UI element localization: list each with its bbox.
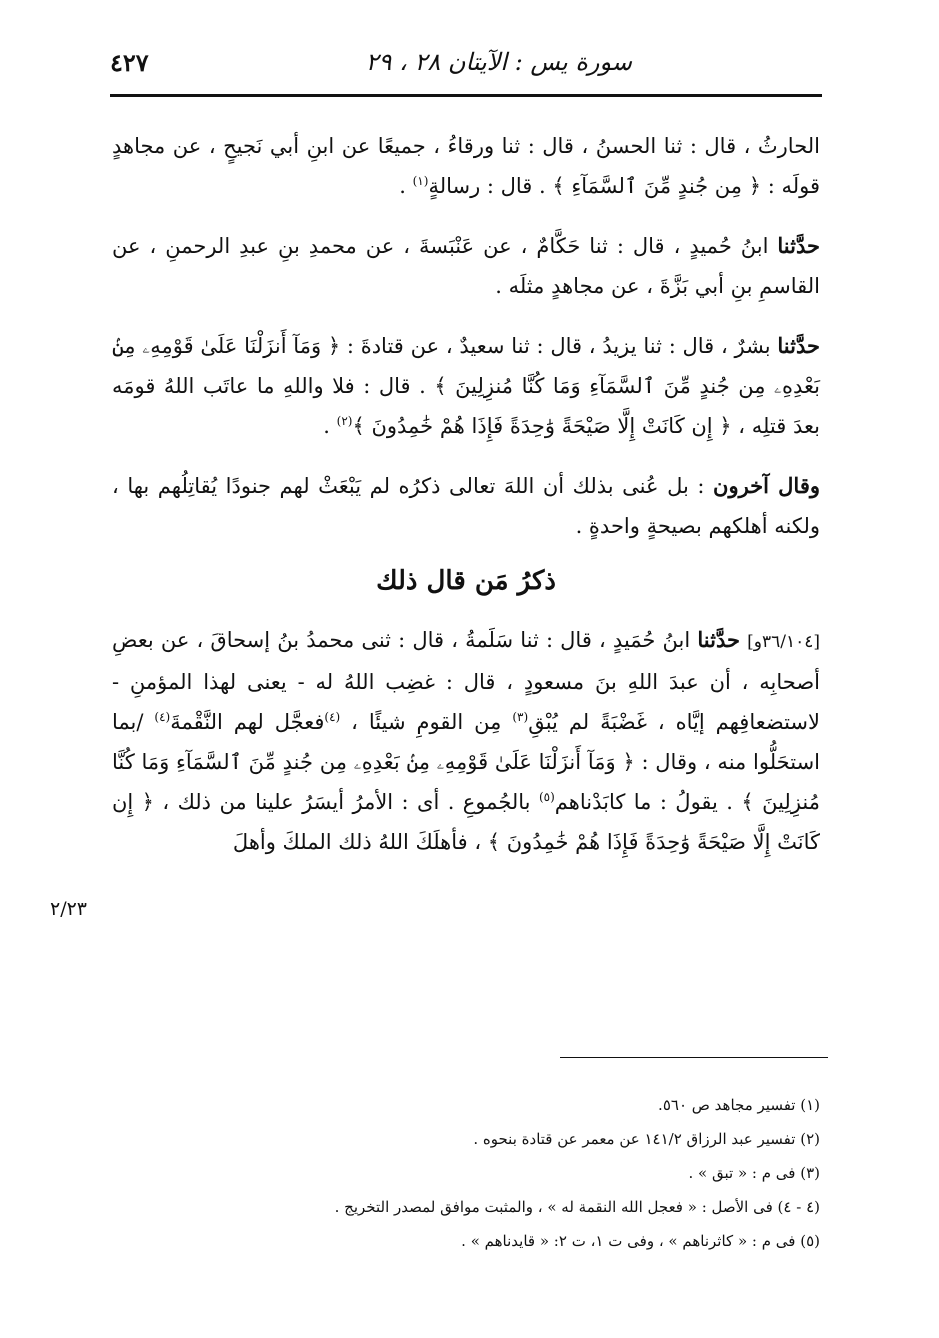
- footnote-ref: (١): [412, 174, 429, 188]
- paragraph-4: [112, 466, 820, 546]
- manuscript-marker: [٣٦/١٠٤و]: [747, 632, 820, 652]
- paragraph-tail: .: [323, 414, 337, 438]
- paragraph-lead: حدَّثنا: [777, 333, 820, 358]
- paragraph-text: فعجَّل لهم النَّقْمةَ: [170, 710, 325, 734]
- paragraph-3: [112, 326, 820, 446]
- footnote: (٣) فى م : « تبق » .: [688, 1164, 820, 1182]
- footnote-rule: [560, 1057, 828, 1058]
- main-paragraph: [112, 620, 820, 862]
- page-number: ٤٢٧: [110, 48, 149, 77]
- paragraph-lead: وقال آخرون: [713, 473, 820, 498]
- footnote-ref: (٤): [324, 710, 341, 724]
- paragraph-text: مِن القومِ شيئًا ،: [340, 710, 513, 734]
- header-rule: [110, 94, 822, 97]
- paragraph-lead: حدَّثنا: [697, 627, 740, 652]
- footnote: (٤ - ٤) فى الأصل : « فعجل الله النقمة له » ، والمثبت موافق لمصدر التخريج .: [334, 1198, 820, 1216]
- footnote-ref: (٤): [154, 710, 171, 724]
- paragraph-tail: .: [399, 174, 413, 198]
- footnote-ref: (٢): [336, 414, 353, 428]
- paragraph-1: [112, 126, 820, 206]
- footnotes: [120, 1088, 820, 1258]
- footnote: (٢) تفسير عبد الرزاق ١٤١/٢ عن معمر عن قتادة بنحوه .: [473, 1130, 820, 1148]
- paragraph-text: /بما استحَلُّوا منه ، وقال : ﴿ وَمَآ أَنزَلْنَا عَلَىٰ قَوْمِهِۦ مِنۢ بَعْدِهِۦ مِن جُندٍ مِّنَ ٱلسَّمَآءِ وَمَا كُنَّا مُنزِلِينَ ﴾ . يقولُ : ما كابَدْناهم: [112, 710, 820, 814]
- paragraph-text: ابنُ حُميدٍ ، قال : ثنا حَكَّامٌ ، عن عَنْبَسةَ ، عن محمدِ بنِ عبدِ الرحمنِ ، عن القاسمِ بنِ أبي بَزَّةَ ، عن مجاهدٍ مثلَه .: [112, 234, 820, 298]
- footnote-ref: (٣): [512, 710, 529, 724]
- footnote-ref: (٥): [538, 790, 555, 804]
- paragraph-text: : بل عُنى بذلك أن اللهَ تعالى ذكرُه لم يَبْعَثْ لهم جنودًا يُقاتِلُهم بها ، ولكنه أهلكهم بصيحةٍ واحدةٍ .: [112, 474, 820, 538]
- running-title: سورة يس : الآيتان ٢٨ ، ٢٩: [365, 48, 632, 76]
- margin-note: ٢/٢٣: [50, 898, 88, 920]
- footnote: (١) تفسير مجاهد ص ٥٦٠.: [658, 1096, 820, 1114]
- paragraph-lead: حدَّثنا: [777, 233, 820, 258]
- page-body: [112, 126, 820, 882]
- section-heading: ذكرُ مَن قال ذلك: [376, 566, 556, 596]
- paragraph-text: بشرٌ ، قال : ثنا يزيدُ ، قال : ثنا سعيدٌ ، عن قتادةَ : ﴿ وَمَآ أَنزَلْنَا عَلَىٰ قَوْمِهِۦ مِنۢ بَعْدِهِۦ مِن جُندٍ مِّنَ ٱلسَّمَآءِ وَمَا كُنَّا مُنزِلِينَ ﴾ . قال : فلا واللهِ ما عاتَب اللهُ قومَه بعدَ قتلِه ، ﴿ إِن كَانَتْ إِلَّا صَيْحَةً وَٰحِدَةً فَإِذَا هُمْ خَٰمِدُونَ ﴾: [112, 334, 820, 438]
- paragraph-text: الحارثُ ، قال : ثنا الحسنُ ، قال : ثنا ورقاءُ ، جميعًا عن ابنِ أبي نَجيحٍ ، عن مجاهدٍ قولَه : ﴿ مِن جُندٍ مِّنَ ٱلسَّمَآءِ ﴾ . قال : رسالةٍ: [112, 134, 820, 198]
- paragraph-text: ابنُ حُمَيدٍ ، قال : ثنا سَلَمةُ ، قال : ثنى محمدُ بنُ إسحاقَ ، عن بعضِ أصحابِه ، أن عبدَ اللهِ بنَ مسعودٍ ، قال : غضِب اللهُ له - يعنى لهذا المؤمنِ - لاستضعافِهم إيَّاه ، غَضْبَةً لم يُبْقِ: [112, 628, 820, 734]
- page-header: [110, 44, 822, 88]
- paragraph-2: [112, 226, 820, 306]
- footnote: (٥) فى م : « كاثرناهم » ، وفى ت ١، ت ٢: « قايدناهم » .: [461, 1232, 820, 1250]
- paragraph-text: بالجُموعِ . أى : الأمرُ أيسَرُ علينا من ذلك ، ﴿ إِن كَانَتْ إِلَّا صَيْحَةً وَٰحِدَةً فَإِذَا هُمْ خَٰمِدُونَ ﴾ ، فأهلَكَ اللهُ ذلك الملكَ وأهلَ: [112, 790, 820, 854]
